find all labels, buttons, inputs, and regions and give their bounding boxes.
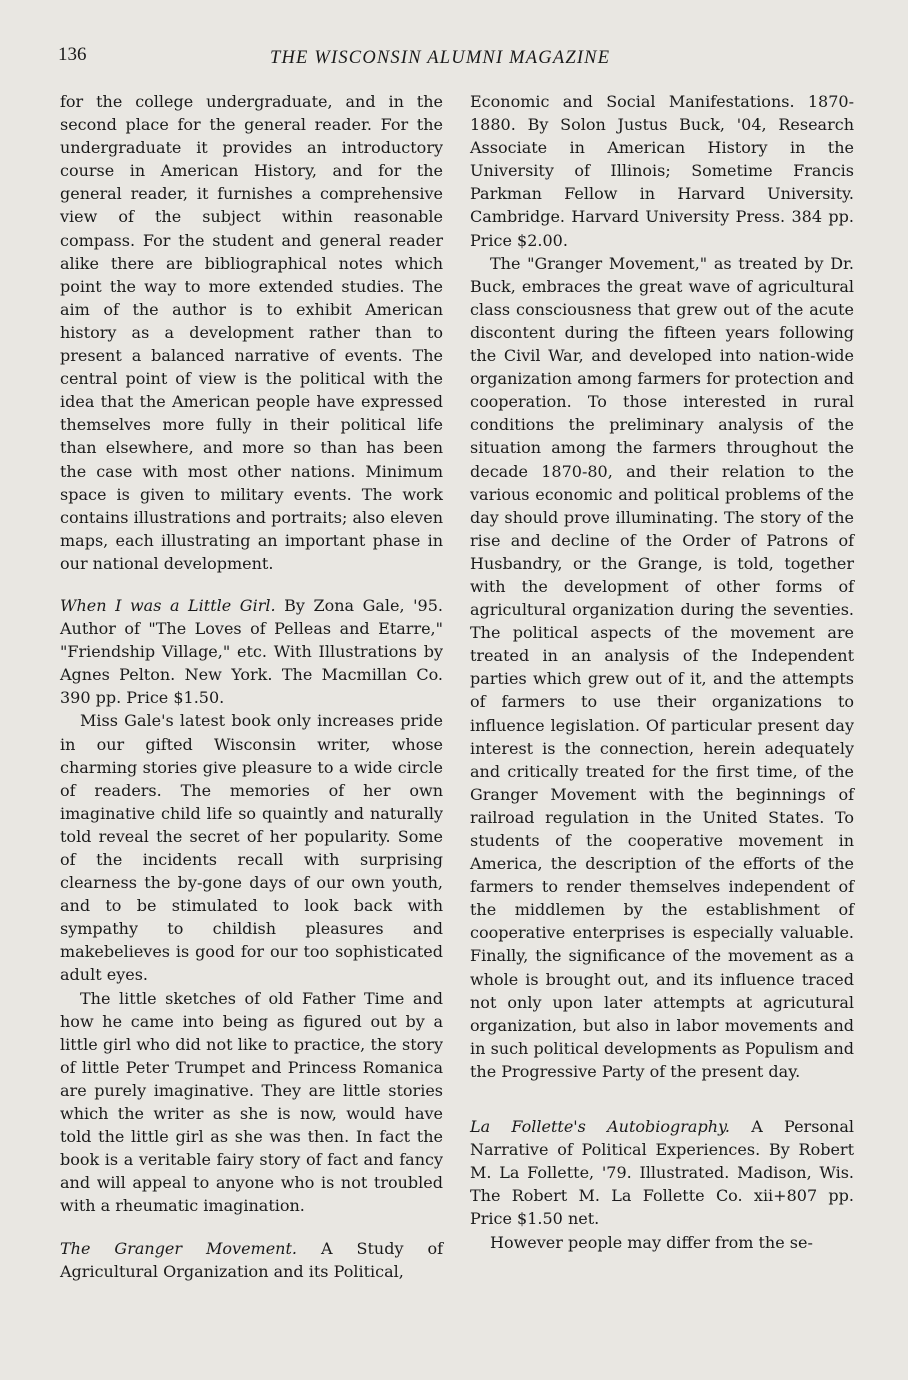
lafollette-book-title: La Follette's Autobiography. — [470, 1117, 731, 1137]
lafollette-review-paragraph-start: However people may differ from the se- — [490, 1232, 813, 1252]
granger-book-title: The Granger Movement. — [60, 1238, 298, 1258]
gale-review-citation — [60, 594, 443, 709]
granger-review-citation-start — [60, 1237, 443, 1283]
granger-citation-continued: Economic and Social Manifestations. 1870-1880. By Solon Justus Buck, '04, Research Associate in American History in the University of Illinois; Sometime Francis Parkman Fellow in Harvard University. Cambridge. Harvard University Press. 384 pp. Price $2.00. — [470, 92, 854, 250]
right-column — [470, 90, 854, 1254]
gale-review-paragraph-2: The little sketches of old Father Time and how he came into being as figured out by a little girl who did not like to practice, the story of little Peter Trumpet and Princess Romanica are purely imaginative. They are little stories which the writer as she is now, would have told the little girl as she was then. In fact the book is a veritable fairy story of fact and fancy and will appeal to anyone who is not troubled with a rheumatic imagination. — [60, 988, 443, 1216]
running-title: THE WISCONSIN ALUMNI MAGAZINE — [270, 48, 611, 68]
lafollette-review-citation — [470, 1115, 854, 1230]
history-review-paragraph: for the college undergraduate, and in the second place for the general reader. For the undergraduate it provides an introductory course in American History, and for the general reader, it furnishes a comprehensive view of the subject within reasonable compass. For the student and general reader alike there are bibliographical notes which point the way to more extended studies. The aim of the author is to exhibit American history as a development rather than to present a balanced narrative of events. The central point of view is the political with the idea that the American people have expressed themselves more fully in their political life than elsewhere, and more so than has been the case with most other nations. Minimum space is given to military events. The work contains illustrations and portraits; also eleven maps, each illustrating an important phase in our national development. — [60, 92, 443, 573]
lafollette-citation-text: A Personal Narrative of Political Experiences. By Robert M. La Follette, '79. Illustrated. Madison, Wis. The Robert M. La Follette Co. xii+807 pp. Price $1.50 net. — [470, 1117, 854, 1229]
left-column — [60, 90, 443, 1283]
gale-book-title: When I was a Little Girl. — [60, 595, 276, 615]
granger-citation-start-text: A Study of Agricultural Organization and its Political, — [60, 1238, 444, 1281]
gale-citation-text: By Zona Gale, '95. Author of "The Loves of Pelleas and Etarre," "Friendship Village," etc. With Illustrations by Agnes Pelton. New York. The Macmillan Co. 390 pp. Price $1.50. — [60, 595, 443, 708]
granger-review-paragraph: The "Granger Movement," as treated by Dr. Buck, embraces the great wave of agricultural class consciousness that grew out of the acute discontent during the fifteen years following the Civil War, and developed into nation-wide organization among farmers for protection and cooperation. To those interested in rural conditions the preliminary analysis of the situation among the farmers throughout the decade 1870-80, and their relation to the various economic and political problems of the day should prove illuminating. The story of the rise and decline of the Order of Patrons of Husbandry, or the Grange, is told, together with the development of other forms of agricultural organization during the seventies. The political aspects of the movement are treated in an analysis of the Independent parties which grew out of it, and the attempts of farmers to use their organizations to influence legislation. Of particular present day interest is the connection, herein adequately and critically treated for the first time, of the Granger Movement with the beginnings of railroad regulation in the United States. To students of the cooperative movement in America, the description of the efforts of the farmers to render themselves independent of the middlemen by the establishment of cooperative enterprises is especially valuable. Finally, the significance of the movement as a whole is brought out, and its influence traced not only upon later attempts at agricutural organization, but also in labor movements and in such political developments as Populism and the Progressive Party of the present day. — [470, 253, 854, 1081]
gale-review-paragraph-1: Miss Gale's latest book only increases pride in our gifted Wisconsin writer, whose charming stories give pleasure to a wide circle of readers. The memories of her own imaginative child life so quaintly and naturally told reveal the secret of her popularity. Some of the incidents recall with surprising clearness the by-gone days of our own youth, and to be stimulated to look back with sympathy to childish pleasures and makebelieves is good for our too sophisticated adult eyes. — [60, 711, 443, 985]
page-number: 136 — [58, 44, 87, 65]
